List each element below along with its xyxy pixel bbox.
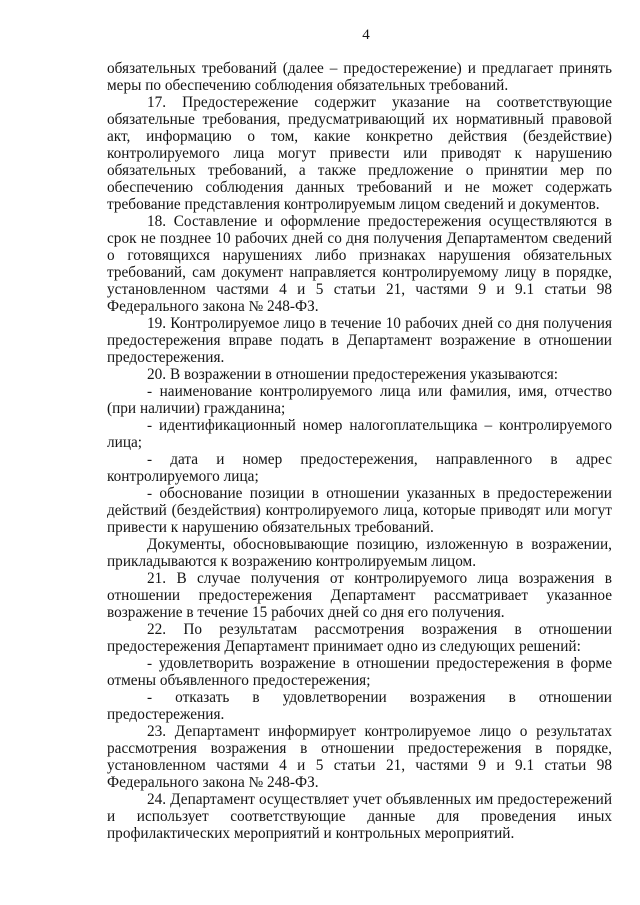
clause-text: Контролируемое лицо в течение 10 рабочих дней со дня получения предостережения вправе подать в Департамент возражение в отношении предостережения. xyxy=(107,315,612,366)
clause-number: 19. xyxy=(147,315,167,332)
clause-22-item: - отказать в удовлетворении возражения в отношении предостережения. xyxy=(107,689,612,723)
clause-text: В возражении в отношении предостережения указываются: xyxy=(169,366,558,383)
clause-text: По результатам рассмотрения возражения в отношении предостережения Департамент принимает одно из следующих решений: xyxy=(107,621,613,655)
page-number: 4 xyxy=(362,27,370,43)
clause-20-item: - обоснование позиции в отношении указанных в предостережении действий (бездействия) контролируемого лица, которые приводят или могут привести к нарушению обязательных требований. xyxy=(107,485,612,536)
clause-19 xyxy=(107,315,612,366)
clause-number: 23. xyxy=(147,723,167,740)
clause-text: В случае получения от контролируемого лица возражения в отношении предостережения Департамент рассматривает указанное возражение в течение 15 рабочих дней со дня его получения. xyxy=(107,570,612,621)
document-body xyxy=(107,60,612,842)
clause-20 xyxy=(107,366,612,383)
clause-20-note: Документы, обосновывающие позицию, изложенную в возражении, прикладываются к возражению контролируемым лицом. xyxy=(107,536,612,570)
clause-number: 20. xyxy=(147,366,167,383)
clause-text: Составление и оформление предостережения осуществляются в срок не позднее 10 рабочих дней со дня получения Департаментом сведений о готовящихся нарушениях либо признаках нарушения обязательных требований, сам документ направляется контролируемому лицу в порядке, установленном частями 4 и 5 статьи 21, частями 9 и 9.1 статьи 98 Федерального закона № 248-ФЗ. xyxy=(107,213,613,315)
clause-number: 17. xyxy=(147,94,167,111)
clause-18 xyxy=(107,213,612,315)
clause-24 xyxy=(107,791,612,842)
clause-20-item: - дата и номер предостережения, направленного в адрес контролируемого лица; xyxy=(107,451,612,485)
clause-number: 22. xyxy=(147,621,167,638)
continuation-paragraph: обязательных требований (далее – предостережение) и предлагает принять меры по обеспечению соблюдения обязательных требований. xyxy=(107,60,612,94)
clause-22-item: - удовлетворить возражение в отношении предостережения в форме отмены объявленного предостережения; xyxy=(107,655,612,689)
clause-text: Предостережение содержит указание на соответствующие обязательные требования, предусматривающий их нормативный правовой акт, информацию о том, какие конкретно действия (бездействие) контролируемого лица могут привести или приводят к нарушению обязательных требований, а также предложение о принятии мер по обеспечению соблюдения данных требований и не может содержать требование представления контролируемым лицом сведений и документов. xyxy=(107,94,612,213)
clause-text: Департамент осуществляет учет объявленных им предостережений и использует соответствующие данные для проведения иных профилактических мероприятий и контрольных мероприятий. xyxy=(107,791,613,842)
clause-number: 21. xyxy=(147,570,167,587)
clause-21 xyxy=(107,570,612,621)
clause-20-item: - наименование контролируемого лица или фамилия, имя, отчество (при наличии) гражданина; xyxy=(107,383,612,417)
clause-text: Департамент информирует контролируемое лицо о результатах рассмотрения возражения в отношении предостережения в порядке, установленном частями 4 и 5 статьи 21, частями 9 и 9.1 статьи 98 Федерального закона № 248-ФЗ. xyxy=(107,723,613,791)
clause-20-item: - идентификационный номер налогоплательщика – контролируемого лица; xyxy=(107,417,612,451)
clause-17 xyxy=(107,94,612,213)
clause-22 xyxy=(107,621,612,655)
clause-number: 24. xyxy=(147,791,167,808)
clause-number: 18. xyxy=(147,213,167,230)
clause-23 xyxy=(107,723,612,791)
